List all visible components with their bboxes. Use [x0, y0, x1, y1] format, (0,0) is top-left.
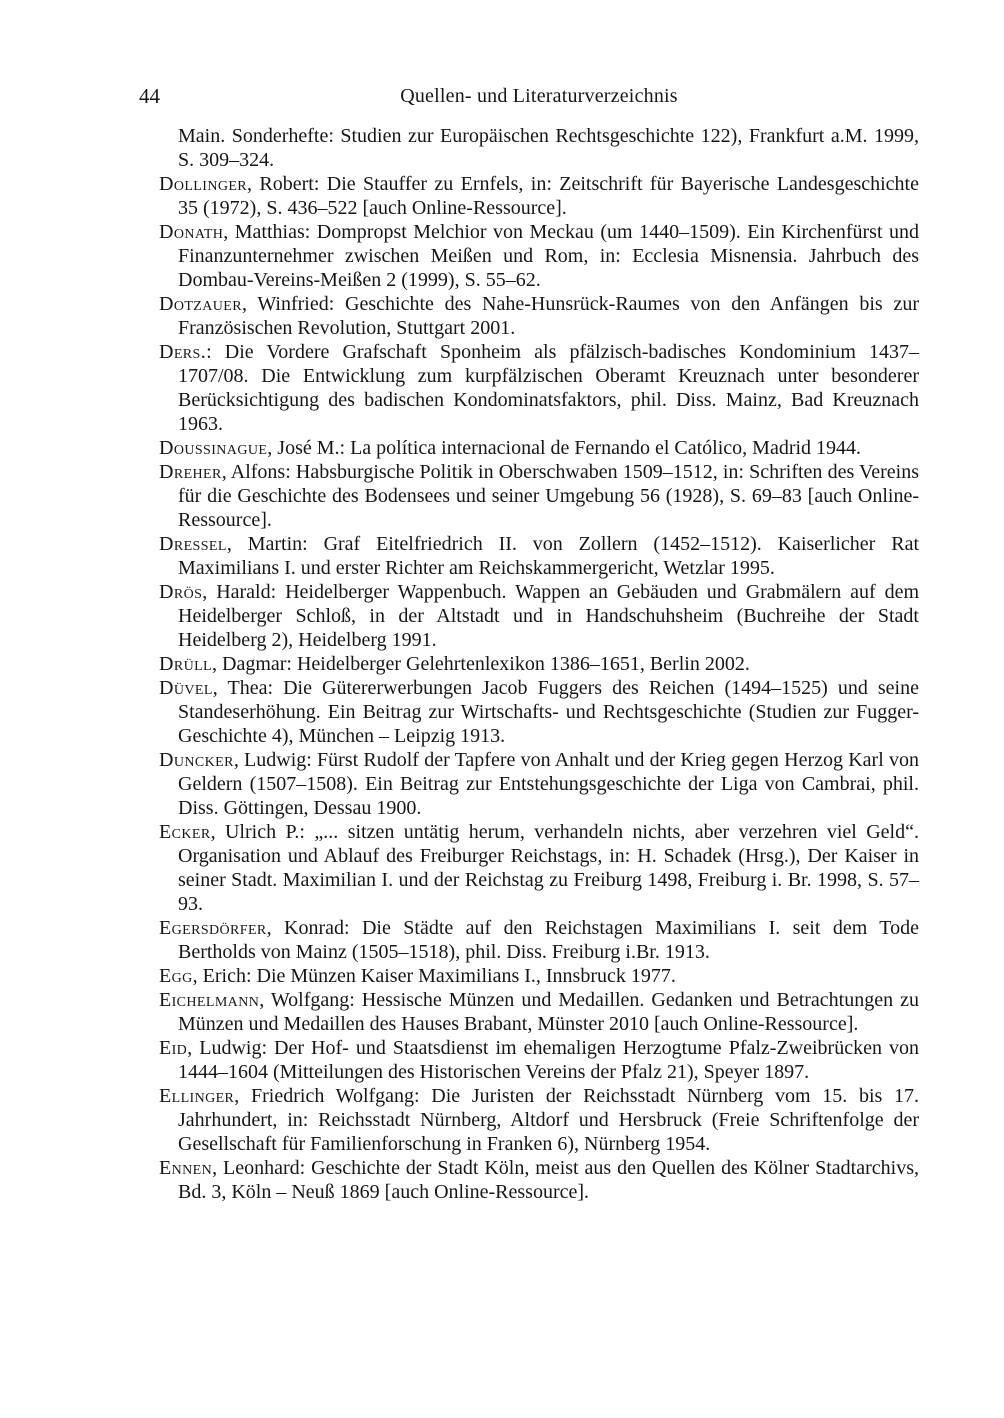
bibliography-entry	[159, 1084, 919, 1156]
entry-text: , Dagmar: Heidelberger Gelehrtenlexikon 1386–1651, Berlin 2002.	[212, 653, 750, 675]
entry-text: , Wolfgang: Hessische Münzen und Medaillen. Gedanken und Betrachtungen zu Münzen und Medaillen des Hauses Brabant, Münster 2010 [auch Online-Ressource].	[178, 989, 919, 1035]
bibliography-entry	[159, 964, 919, 988]
author-name: Dotzauer	[159, 293, 242, 315]
bibliography-entry	[159, 820, 919, 916]
entry-text: , Robert: Die Stauffer zu Ernfels, in: Zeitschrift für Bayerische Landesgeschichte 35 (1972), S. 436–522 [auch Online-Ressource].	[178, 173, 919, 219]
entry-text: , Ludwig: Fürst Rudolf der Tapfere von Anhalt und der Krieg gegen Herzog Karl von Geldern (1507–1508). Ein Beitrag zur Entstehungsgeschichte der Liga von Cambrai, phil. Diss. Göttingen, Dessau 1900.	[178, 749, 919, 819]
bibliography-list	[159, 124, 919, 1204]
page-number: 44	[139, 84, 160, 108]
entry-text: , Thea: Die Gütererwerbungen Jacob Fuggers des Reichen (1494–1525) und seine Standeserhöhung. Ein Beitrag zur Wirtschafts- und Rechtsgeschichte (Studien zur Fugger-Geschichte 4), München – Leipzig 1913.	[178, 677, 919, 747]
author-name: Ellinger	[159, 1085, 235, 1107]
author-name: Drös	[159, 581, 203, 603]
entry-text: , Konrad: Die Städte auf den Reichstagen Maximilians I. seit dem Tode Bertholds von Mainz (1505–1518), phil. Diss. Freiburg i.Br. 1913.	[178, 917, 919, 963]
author-name: Ders.	[159, 341, 207, 363]
bibliography-entry	[159, 124, 919, 172]
author-name: Duncker	[159, 749, 234, 771]
author-name: Doussinague	[159, 437, 268, 459]
bibliography-entry	[159, 292, 919, 340]
bibliography-entry	[159, 988, 919, 1036]
author-name: Egg	[159, 965, 193, 987]
bibliography-entry	[159, 172, 919, 220]
bibliography-entry	[159, 652, 919, 676]
bibliography-entry	[159, 1156, 919, 1204]
running-head: Quellen- und Literaturverzeichnis	[400, 85, 678, 107]
author-name: Eichelmann	[159, 989, 260, 1011]
author-name: Ennen	[159, 1157, 213, 1179]
author-name: Dollinger	[159, 173, 248, 195]
entry-text: Main. Sonderhefte: Studien zur Europäischen Rechtsgeschichte 122), Frankfurt a.M. 1999, S. 309–324.	[178, 125, 919, 171]
entry-text: , Ulrich P.: „... sitzen untätig herum, verhandeln nichts, aber verzehren viel Geld“. Organisation und Ablauf des Freiburger Reichstags, in: H. Schadek (Hrsg.), Der Kaiser in seiner Stadt. Maximilian I. und der Reichstag zu Freiburg 1498, Freiburg i. Br. 1998, S. 57–93.	[178, 821, 919, 915]
bibliography-entry	[159, 916, 919, 964]
entry-text: , Winfried: Geschichte des Nahe-Hunsrück-Raumes von den Anfängen bis zur Französischen Revolution, Stuttgart 2001.	[178, 293, 919, 339]
author-name: Düvel	[159, 677, 213, 699]
entry-text: , Friedrich Wolfgang: Die Juristen der Reichsstadt Nürnberg vom 15. bis 17. Jahrhundert, in: Reichsstadt Nürnberg, Altdorf und Hersbruck (Freie Schriftenfolge der Gesellschaft für Familienforschung in Franken 6), Nürnberg 1954.	[178, 1085, 919, 1155]
author-name: Dressel	[159, 533, 227, 555]
entry-text: , Erich: Die Münzen Kaiser Maximilians I., Innsbruck 1977.	[192, 965, 676, 987]
bibliography-entry	[159, 1036, 919, 1084]
entry-text: , José M.: La política internacional de Fernando el Católico, Madrid 1944.	[267, 437, 862, 459]
author-name: Drüll	[159, 653, 212, 675]
author-name: Donath	[159, 221, 224, 243]
entry-text: , Ludwig: Der Hof- und Staatsdienst im ehemaligen Herzogtume Pfalz-Zweibrücken von 1444–1604 (Mitteilungen des Historischen Vereins der Pfalz 21), Speyer 1897.	[178, 1037, 919, 1083]
bibliography-entry	[159, 676, 919, 748]
bibliography-entry	[159, 748, 919, 820]
author-name: Egersdörfer	[159, 917, 267, 939]
entry-text: , Leonhard: Geschichte der Stadt Köln, meist aus den Quellen des Kölner Stadtarchivs, Bd. 3, Köln – Neuß 1869 [auch Online-Ressource].	[178, 1157, 919, 1203]
bibliography-entry	[159, 436, 919, 460]
entry-text: , Martin: Graf Eitelfriedrich II. von Zollern (1452–1512). Kaiserlicher Rat Maximilians I. und erster Richter am Reichskammergericht, Wetzlar 1995.	[178, 533, 919, 579]
author-name: Eid	[159, 1037, 188, 1059]
bibliography-entry	[159, 460, 919, 532]
entry-text: , Alfons: Habsburgische Politik in Oberschwaben 1509–1512, in: Schriften des Vereins für die Geschichte des Bodensees und seiner Umgebung 56 (1928), S. 69–83 [auch Online-Ressource].	[178, 461, 919, 531]
entry-text: : Die Vordere Grafschaft Sponheim als pfälzisch-badisches Kondominium 1437–1707/08. Die Entwicklung zum kurpfälzischen Oberamt Kreuznach unter besonderer Berücksichtigung des badischen Kondominatsfaktors, phil. Diss. Mainz, Bad Kreuznach 1963.	[178, 341, 919, 435]
bibliography-entry	[159, 532, 919, 580]
bibliography-entry	[159, 220, 919, 292]
author-name: Dreher	[159, 461, 222, 483]
entry-text: , Harald: Heidelberger Wappenbuch. Wappen an Gebäuden und Grabmälern auf dem Heidelberger Schloß, in der Altstadt und in Handschuhsheim (Buchreihe der Stadt Heidelberg 2), Heidelberg 1991.	[178, 581, 919, 651]
entry-text: , Matthias: Dompropst Melchior von Meckau (um 1440–1509). Ein Kirchenfürst und Finanzunternehmer zwischen Meißen und Rom, in: Ecclesia Misnensia. Jahrbuch des Dombau-Vereins-Meißen 2 (1999), S. 55–62.	[178, 221, 919, 291]
author-name: Ecker	[159, 821, 211, 843]
bibliography-entry	[159, 340, 919, 436]
bibliography-entry	[159, 580, 919, 652]
